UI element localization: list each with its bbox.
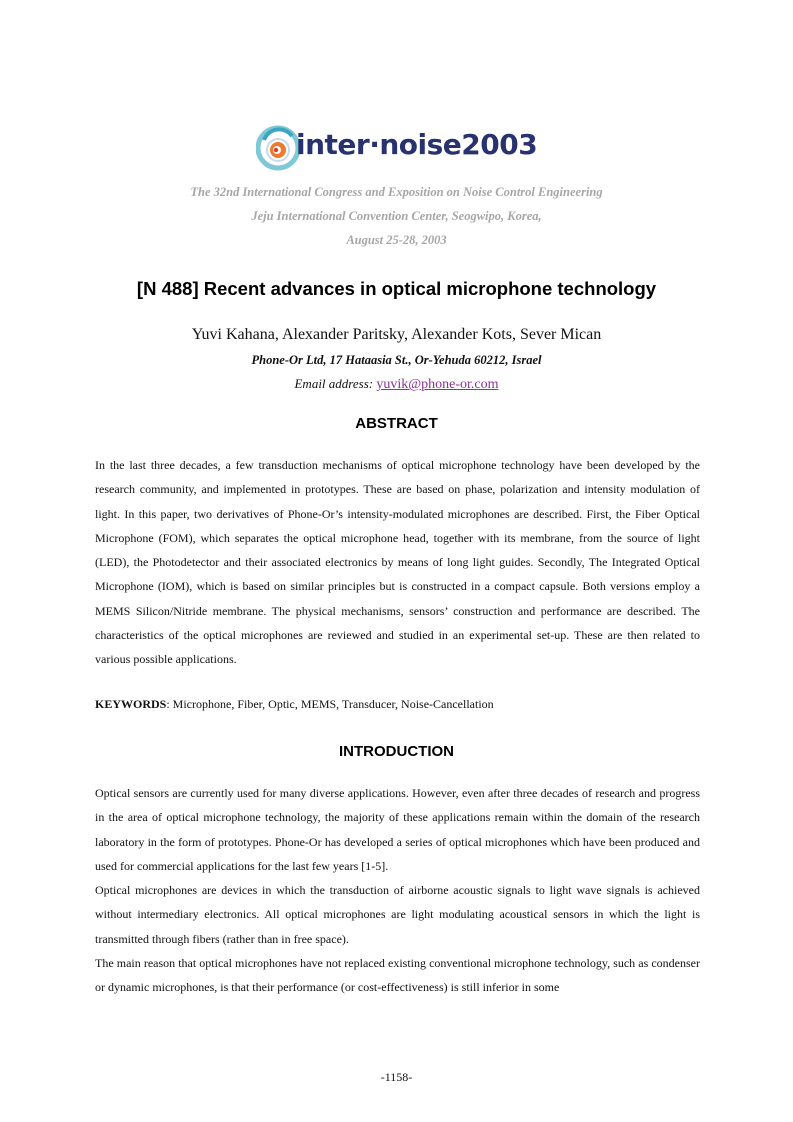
- conference-logo: [256, 120, 541, 176]
- conference-name: The 32nd International Congress and Exposition on Noise Control Engineering: [190, 185, 603, 199]
- email-label: Email address:: [294, 376, 374, 391]
- keywords-label: KEYWORDS: [95, 697, 167, 711]
- introduction-heading: INTRODUCTION: [339, 743, 454, 760]
- email-link[interactable]: yuvik@phone-or.com: [376, 377, 499, 392]
- conference-venue: Jeju International Convention Center, Seogwipo, Korea,: [251, 209, 542, 223]
- keywords-text: : Microphone, Fiber, Optic, MEMS, Transducer, Noise-Cancellation: [166, 697, 494, 711]
- paper-authors: Yuvi Kahana, Alexander Paritsky, Alexander Kots, Sever Mican: [191, 326, 602, 343]
- paper-title: [N 488] Recent advances in optical microphone technology: [136, 278, 657, 299]
- email-line: [0, 376, 793, 393]
- intro-paragraph-3: The main reason that optical microphones have not replaced existing conventional microphone technology, such as condenser or dynamic microphones, is that their performance (or cost-effectiveness) is still inferior in some: [95, 956, 700, 995]
- conference-dates: August 25-28, 2003: [346, 233, 447, 247]
- abstract-heading: ABSTRACT: [355, 415, 438, 432]
- keywords-line: [95, 692, 700, 716]
- intro-paragraph-2: Optical microphones are devices in which the transduction of airborne acoustic signals to light wave signals is achieved without intermediary electronics. All optical microphones are light modulating acoustical sensors in which the light is transmitted through fibers (rather than in free space).: [95, 883, 700, 946]
- author-affiliation: Phone-Or Ltd, 17 Hataasia St., Or-Yehuda 60212, Israel: [251, 353, 542, 367]
- page-number: -1158-: [380, 1070, 413, 1084]
- intro-paragraph-1: Optical sensors are currently used for many diverse applications. However, even after three decades of research and progress in the area of optical microphone technology, the majority of these applications remain within the domain of the research laboratory in the form of prototypes. Phone-Or has developed a series of optical microphones which have been produced and used for commercial applications for the last few years [1-5].: [95, 786, 700, 873]
- logo-text: inter·noise2003: [296, 128, 538, 161]
- abstract-text: In the last three decades, a few transduction mechanisms of optical microphone technology have been developed by the research community, and implemented in prototypes. These are based on phase, polarization and intensity modulation of light. In this paper, two derivatives of Phone-Or’s intensity-modulated microphones are described. First, the Fiber Optical Microphone (FOM), which separates the optical microphone head, together with its membrane, from the source of light (LED), the Photodetector and their associated electronics by means of long light guides. Secondly, The Integrated Optical Microphone (IOM), which is based on similar principles but is constructed in a compact capsule. Both versions employ a MEMS Silicon/Nitride membrane. The physical mechanisms, sensors’ construction and performance are described. The characteristics of the optical microphones are reviewed and studied in an experimental set-up. These are then related to various possible applications.: [95, 458, 700, 667]
